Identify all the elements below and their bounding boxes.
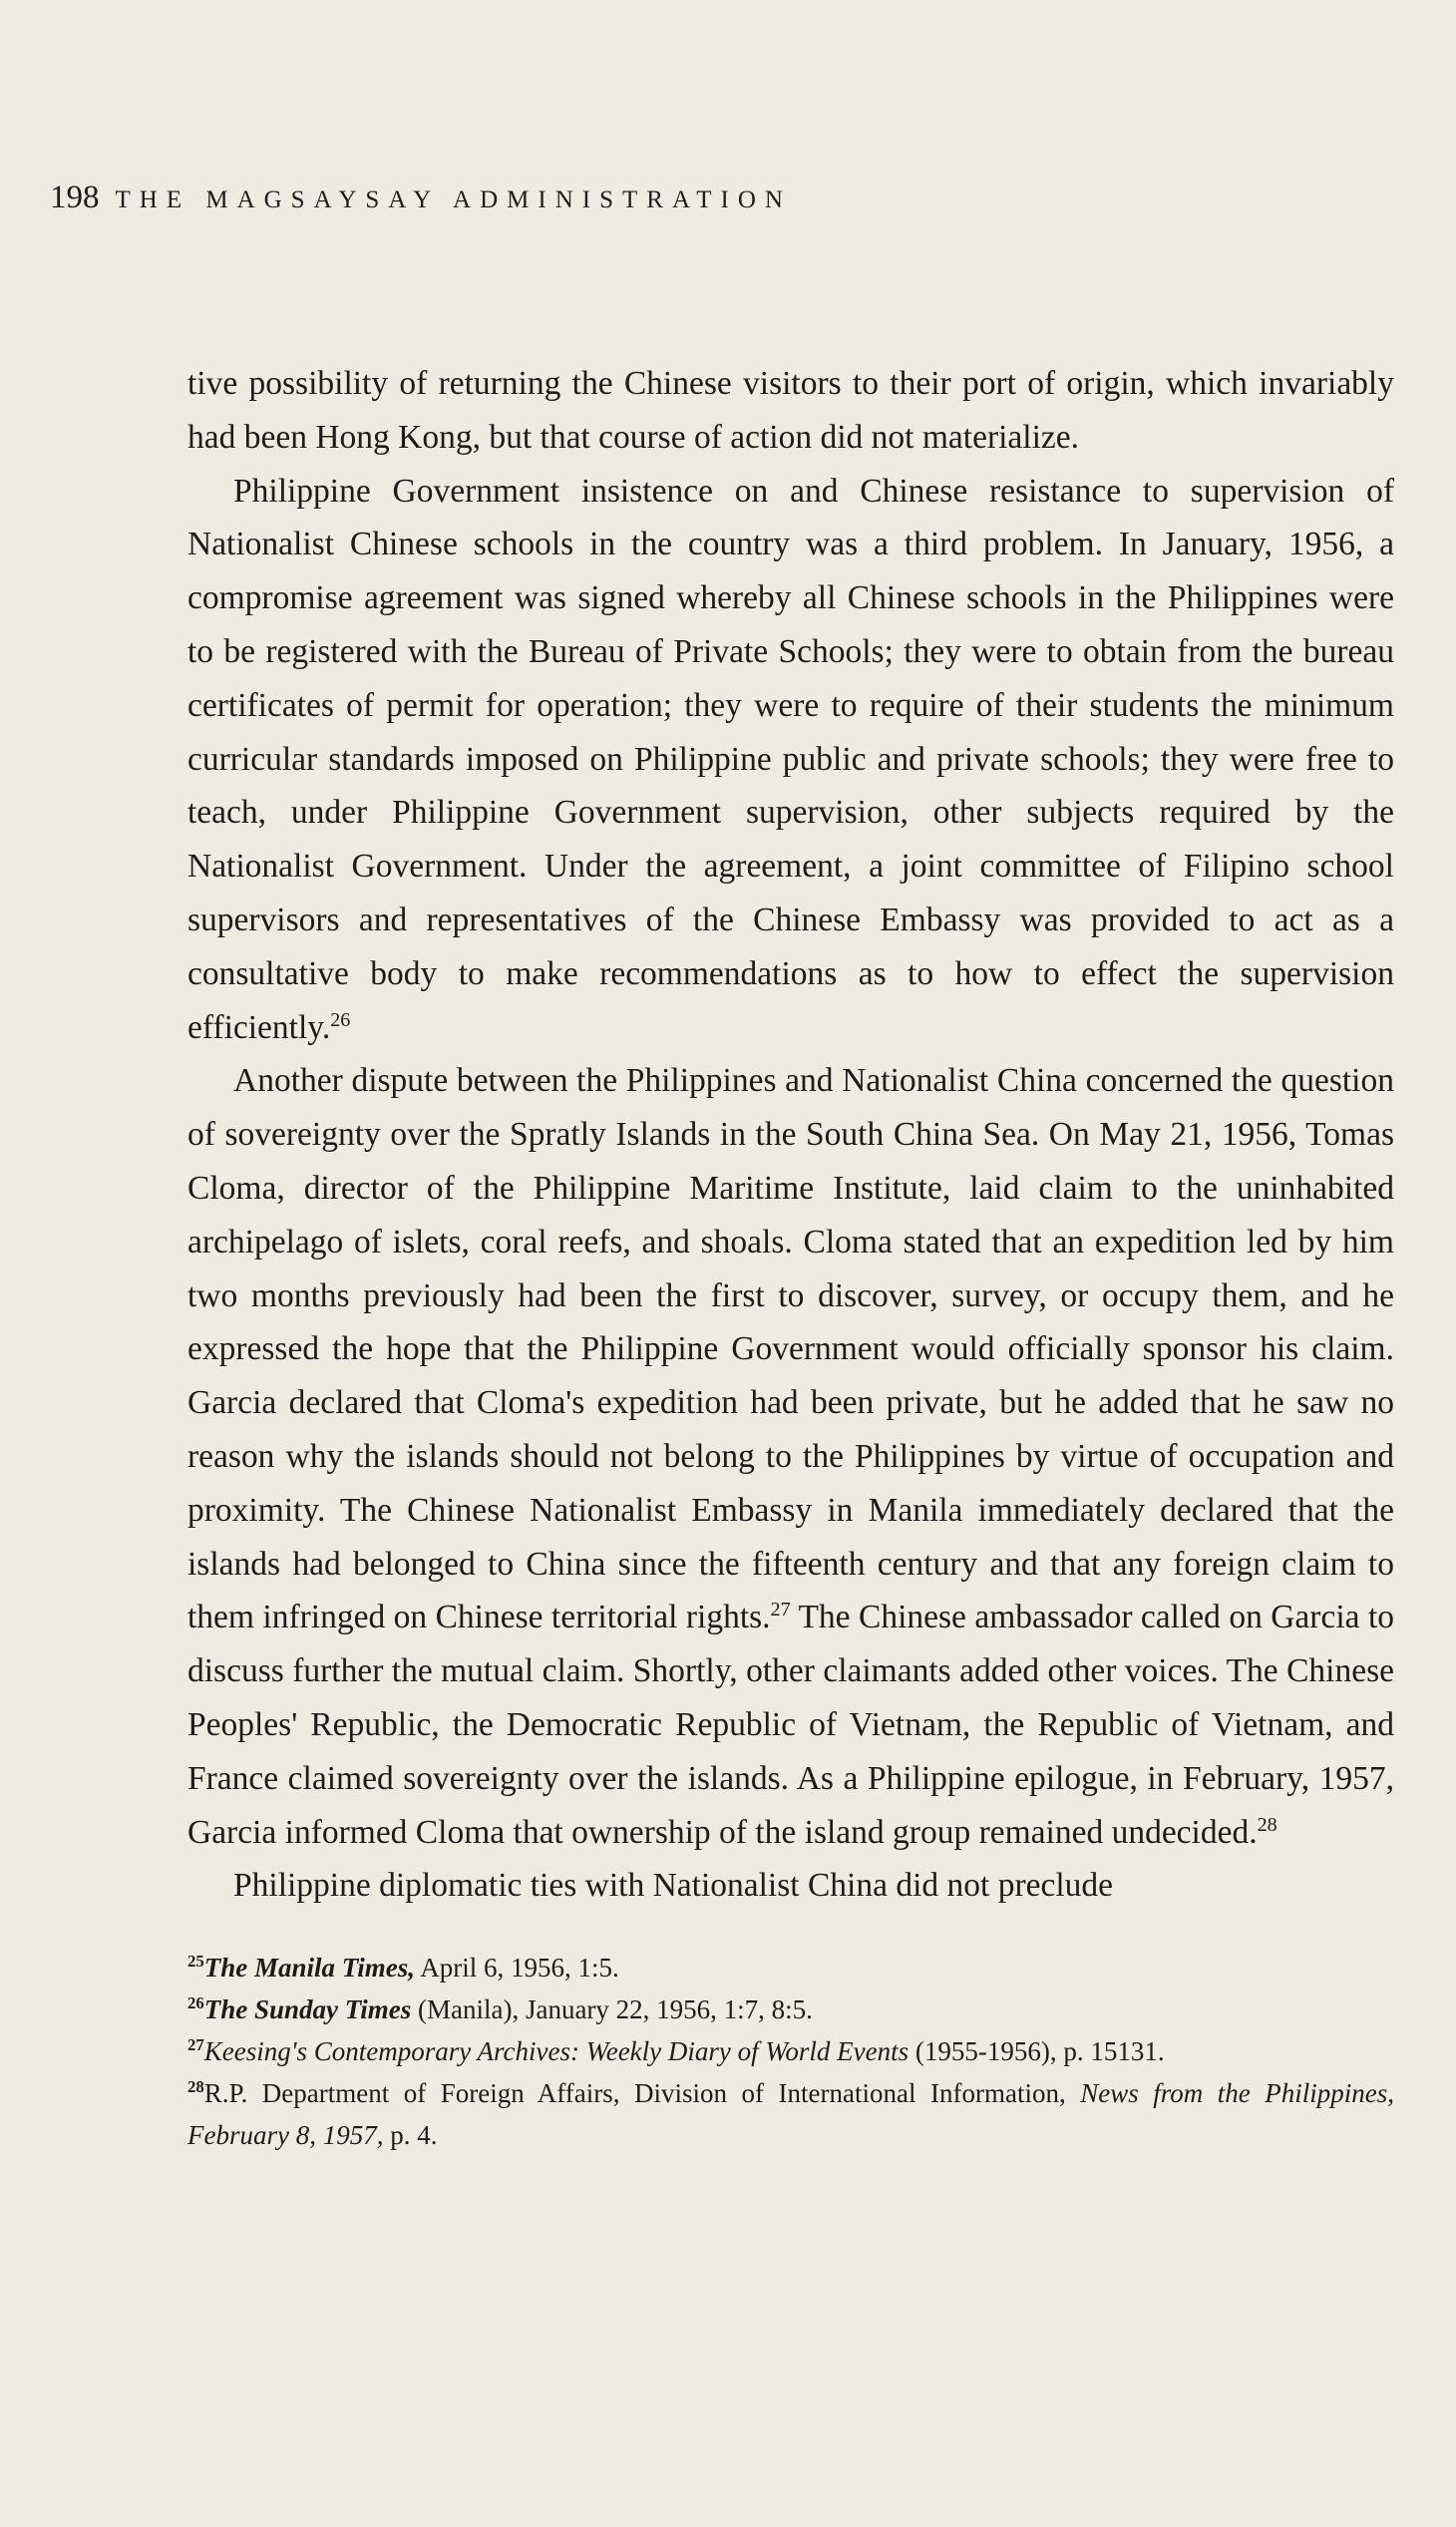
footnote-25-rest: April 6, 1956, 1:5. (415, 1953, 619, 1983)
footnote-28-lead: R.P. Department of Foreign Affairs, Division of International Information, (203, 2078, 1081, 2108)
paragraph-3 (187, 1054, 1394, 1859)
paragraph-3-text-a: Another dispute between the Philippines and Nationalist China concerned the question of sovereignty over the Spratly Islands in the South China Sea. On May 21, 1956, Tomas Cloma, director of the Philippine Maritime Institute, laid claim to the uninhabited archipelago of islets, coral reefs, and shoals. Cloma stated that an expedition led by him two months previously had been the first to discover, survey, or occupy them, and he expressed the hope that the Philippine Government would officially sponsor his claim. Garcia declared that Cloma's expedition had been private, but he added that he saw no reason why the islands should not belong to the Philippines by virtue of occupation and proximity. The Chinese Nationalist Embassy in Manila immediately declared that the islands had belonged to China since the fifteenth century and that any foreign claim to them infringed on Chinese territorial rights. (187, 1062, 1394, 1636)
footnote-28-mark: 28 (187, 2077, 204, 2096)
footnote-27-source: Keesing's Contemporary Archives: Weekly Diary of World Events (203, 2036, 910, 2066)
paragraph-1 (187, 357, 1394, 465)
footnote-25-source: The Manila Times, (203, 1953, 415, 1983)
footnote-27-mark: 27 (187, 2035, 204, 2054)
running-head (50, 180, 792, 216)
footnote-27-rest: (1955-1956), p. 15131. (909, 2036, 1165, 2066)
footnote-ref-27[interactable]: 27 (770, 1599, 791, 1622)
footnote-26-mark: 26 (187, 1993, 204, 2012)
body-text (187, 357, 1394, 1913)
paragraph-3-text-b: The Chinese ambassador called on Garcia to discuss further the mutual claim. Shortly, other claimants added other voices. The Chinese Peoples' Republic, the Democratic Republic of Vietnam, the Republic of Vietnam, and France claimed sovereignty over the islands. As a Philippine epilogue, in February, 1957, Garcia informed Cloma that ownership of the island group remained undecided. (187, 1599, 1394, 1851)
running-title: THE MAGSAYSAY ADMINISTRATION (115, 186, 792, 213)
footnote-28-source: News from the Philippines, February 8, 1957, (187, 2078, 1394, 2150)
footnotes (187, 1947, 1394, 2156)
paragraph-2-text: Philippine Government insistence on and Chinese resistance to supervision of Nationalist Chinese schools in the country was a third problem. In January, 1956, a compromise agreement was signed whereby all Chinese schools in the Philippines were to be registered with the Bureau of Private Schools; they were to obtain from the bureau certificates of permit for operation; they were to require of their students the minimum curricular standards imposed on Philippine public and private schools; they were free to teach, under Philippine Government supervision, other subjects required by the Nationalist Government. Under the agreement, a joint committee of Filipino school supervisors and representatives of the Chinese Embassy was provided to act as a consultative body to make recommendations as to how to effect the supervision efficiently. (187, 472, 1394, 1046)
footnote-25-mark: 25 (187, 1952, 204, 1971)
paragraph-2 (187, 465, 1394, 1055)
footnote-25 (187, 1947, 1394, 1988)
paragraph-4-text: Philippine diplomatic ties with Nationalist China did not preclude (233, 1867, 1114, 1905)
page-number: 198 (50, 180, 100, 215)
paragraph-1-text: tive possibility of returning the Chinese visitors to their port of origin, which invariably had been Hong Kong, but that course of action did not materialize. (187, 365, 1394, 456)
footnote-26-source: The Sunday Times (203, 1994, 412, 2024)
footnote-ref-28[interactable]: 28 (1257, 1813, 1277, 1836)
footnote-28-rest: p. 4. (383, 2120, 438, 2150)
footnote-26-rest: (Manila), January 22, 1956, 1:7, 8:5. (411, 1994, 813, 2024)
footnote-ref-26[interactable]: 26 (330, 1008, 351, 1031)
paragraph-4 (187, 1859, 1394, 1913)
footnote-28 (187, 2072, 1394, 2156)
footnote-26 (187, 1988, 1394, 2030)
footnote-27 (187, 2030, 1394, 2072)
